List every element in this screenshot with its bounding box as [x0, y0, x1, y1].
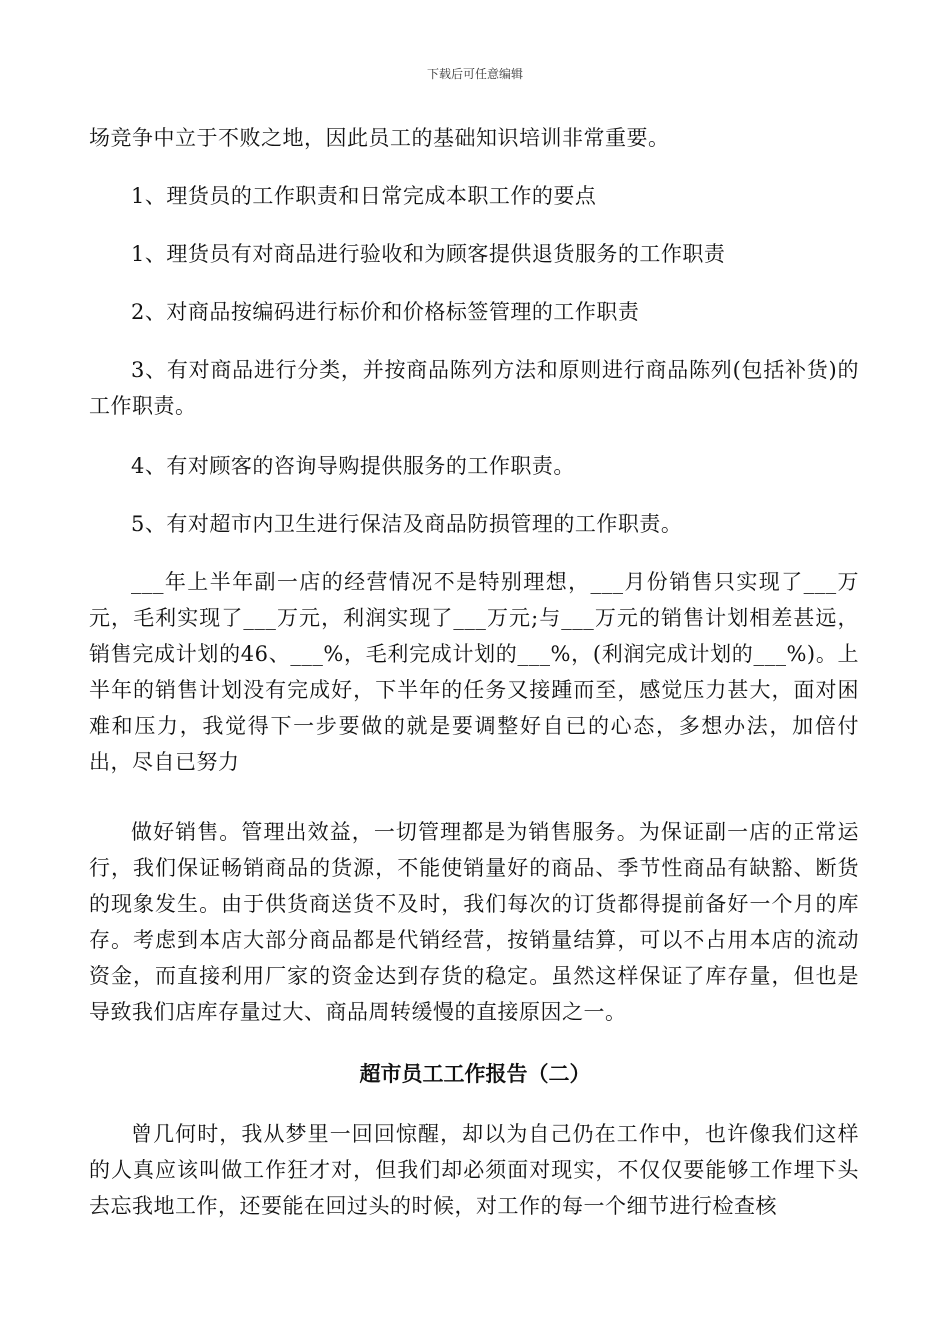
paragraph-performance: ___年上半年副一店的经营情况不是特别理想，___月份销售只实现了___万元，毛利实现了___万元，利润实现了___万元;与___万元的销售计划相差甚远，销售完成计划的46、___%，毛利完成计划的___%，(利润完成计划的___%)。上半年的销售计划没有完成好，下半年的任务又接踵而至，感觉压力甚大，面对困难和压力，我觉得下一步要做的就是要调整好自已的心态，多想办法，加倍付出，尽自已努力 — [89, 570, 859, 774]
paragraph-duty-1: 1、理货员有对商品进行验收和为顾客提供退货服务的工作职责 — [131, 242, 726, 266]
paragraph-after-heading: 曾几何时，我从梦里一回回惊醒，却以为自己仍在工作中，也许像我们这样的人真应该叫做工作狂才对，但我们却必须面对现实，不仅仅要能够工作埋下头去忘我地工作，还要能在回过头的时候，对工作的每一个细节进行检查核 — [89, 1122, 859, 1218]
paragraph-duty-4: 4、有对顾客的咨询导购提供服务的工作职责。 — [131, 454, 575, 478]
page-header: 下载后可任意编辑 — [426, 67, 523, 81]
paragraph-sales: 做好销售。管理出效益，一切管理都是为销售服务。为保证副一店的正常运行，我们保证畅销商品的货源，不能使销量好的商品、季节性商品有缺豁、断货的现象发生。由于供货商送货不及时，我们每次的订货都得提前备好一个月的库存。考虑到本店大部分商品都是代销经营，按销量结算，可以不占用本店的流动资金，而直接利用厂家的资金达到存货的稳定。虽然这样保证了库存量，但也是导致我们店库存量过大、商品周转缓慢的直接原因之一。 — [89, 820, 859, 1024]
paragraph-duty-2: 2、对商品按编码进行标价和价格标签管理的工作职责 — [131, 300, 640, 324]
paragraph-duty-3: 3、有对商品进行分类，并按商品陈列方法和原则进行商品陈列(包括补货)的工作职责。 — [89, 358, 859, 418]
paragraph-item-heading: 1、理货员的工作职责和日常完成本职工作的要点 — [131, 184, 597, 208]
paragraph-intro: 场竞争中立于不败之地，因此员工的基础知识培训非常重要。 — [89, 126, 670, 150]
document-body-continued — [89, 1116, 859, 1224]
section-heading: 超市员工工作报告（二） — [359, 1061, 591, 1086]
paragraph-duty-5: 5、有对超市内卫生进行保洁及商品防损管理的工作职责。 — [131, 512, 683, 536]
